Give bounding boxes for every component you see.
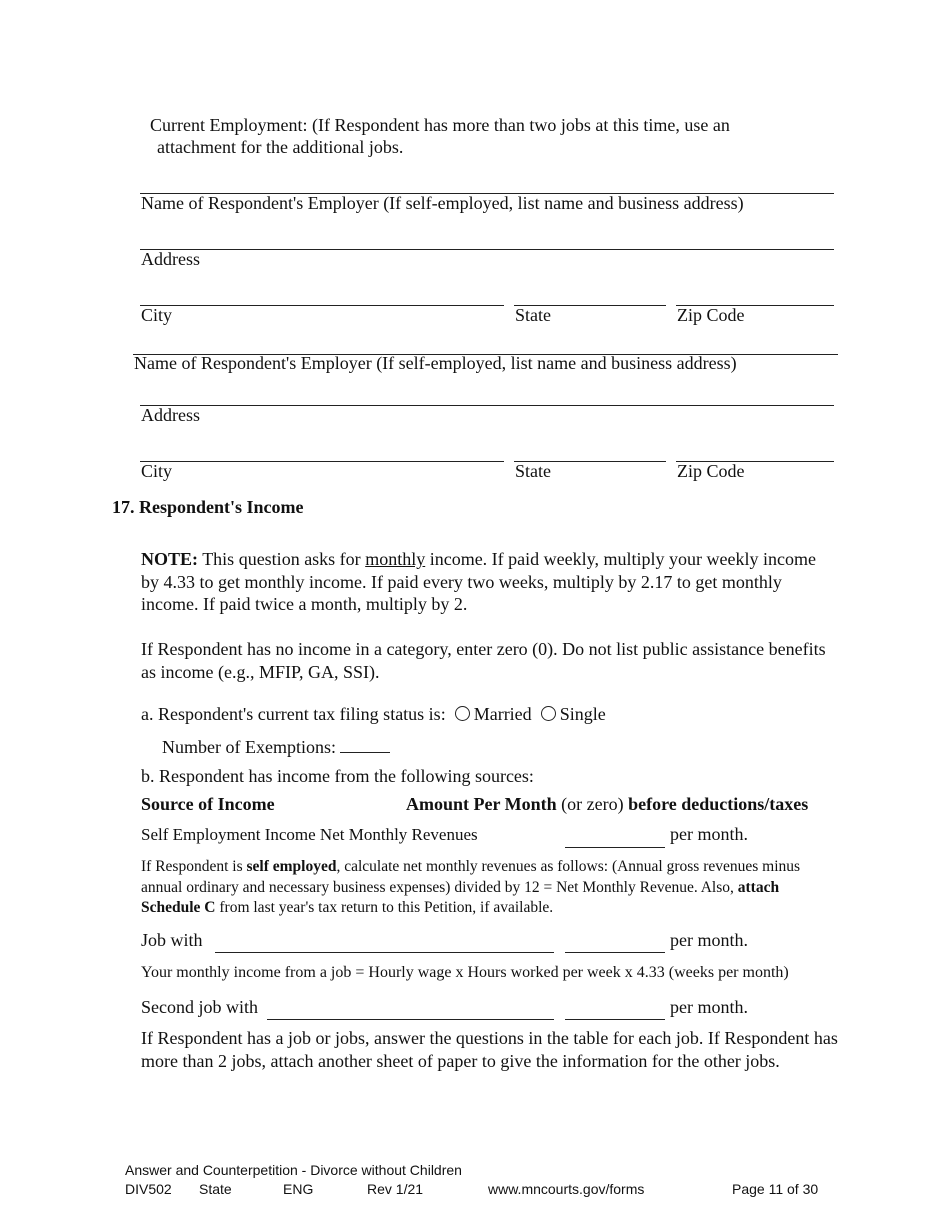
self-employment-amount-input[interactable] [565,847,665,848]
note-paragraph [141,548,831,616]
footer-page-number: Page 11 of 30 [732,1181,819,1197]
single-label: Single [559,704,606,724]
employer2-address-label: Address [141,405,200,425]
sources-intro: b. Respondent has income from the following sources: [141,766,534,786]
married-radio[interactable] [455,706,470,721]
self-employment-note [141,857,835,919]
footer-website[interactable]: www.mncourts.gov/forms [488,1181,645,1197]
employer2-address-line[interactable] [140,405,834,406]
employer1-name-label: Name of Respondent's Employer (If self-employed, list name and business address) [141,193,744,213]
employment-intro-line1: Current Employment: (If Respondent has more than two jobs at this time, use an [150,115,730,135]
married-label: Married [473,704,532,724]
self-employment-per-month: per month. [670,824,748,844]
col-amount-mid: (or zero) [556,794,629,814]
self-emp-note-text1: If Respondent is [141,858,247,875]
employer2-city-label: City [141,461,173,481]
footer-form-code: DIV502 [125,1181,172,1197]
employment-intro-line2: attachment for the additional jobs. [157,137,404,157]
employer2-state-label: State [515,461,551,481]
self-emp-note-text3: from last year's tax return to this Petition, if available. [215,899,554,916]
job-amount-input[interactable] [565,952,665,953]
job-formula: Your monthly income from a job = Hourly wage x Hours worked per week x 4.33 (weeks per month) [141,964,789,981]
employer1-state-label: State [515,305,551,325]
no-income-paragraph: If Respondent has no income in a category, enter zero (0). Do not list public assistance benefits as income (e.g., MFIP, GA, SSI). [141,639,826,682]
job-with-label: Job with [141,930,203,950]
employer1-address-line[interactable] [140,249,834,250]
closing-paragraph: If Respondent has a job or jobs, answer the questions in the table for each job. If Respondent has more than 2 jobs, attach another sheet of paper to give the information for the other jobs. [141,1028,838,1071]
second-job-with-label: Second job with [141,997,258,1017]
single-radio[interactable] [541,706,556,721]
second-job-amount-input[interactable] [565,1019,665,1020]
employer1-zip-label: Zip Code [677,305,745,325]
col-amount-header [406,794,808,815]
self-emp-note-bold2: attach Schedule C [141,878,780,916]
employer2-name-label: Name of Respondent's Employer (If self-employed, list name and business address) [134,353,737,373]
employer1-address-label: Address [141,249,200,269]
employer2-city-line[interactable] [140,461,504,462]
self-emp-note-bold1: self employed [246,858,337,875]
footer-revision: Rev 1/21 [367,1181,424,1197]
self-emp-note-text2: , calculate net monthly revenues as follows: (Annual gross revenues minus annual ordinary and necessary business expenses) divided by 12 = Net Monthly Revenue. Also, [141,858,801,896]
note-pre: This question asks for [198,549,366,569]
exemptions-row [162,734,390,758]
col-amount-bold: Amount Per Month [406,794,557,814]
self-employment-label: Self Employment Income Net Monthly Revenues [141,825,478,844]
job-employer-input[interactable] [215,952,554,953]
note-underlined: monthly [365,549,426,569]
col-amount-end: before deductions/taxes [628,794,809,814]
exemptions-input[interactable] [340,734,390,753]
job-per-month: per month. [670,930,748,950]
employer1-city-line[interactable] [140,305,504,306]
employer1-city-label: City [141,305,173,325]
note-bold: NOTE: [141,549,199,569]
exemptions-label: Number of Exemptions: [162,737,336,757]
footer-jurisdiction: State [199,1181,232,1197]
second-job-employer-input[interactable] [267,1019,554,1020]
employer2-zip-label: Zip Code [677,461,745,481]
tax-status-row [141,704,606,725]
note-post: income. If paid weekly, multiply your weekly income by 4.33 to get monthly income. If paid every two weeks, multiply by 2.17 to get monthly income. If paid twice a month, multiply by 2. [141,549,816,614]
footer-language: ENG [283,1181,314,1197]
col-source-header: Source of Income [141,794,275,814]
tax-status-label: a. Respondent's current tax filing status is: [141,704,446,724]
second-job-per-month: per month. [670,997,748,1017]
section-heading: 17. Respondent's Income [112,497,304,517]
footer-title: Answer and Counterpetition - Divorce without Children [125,1162,462,1178]
